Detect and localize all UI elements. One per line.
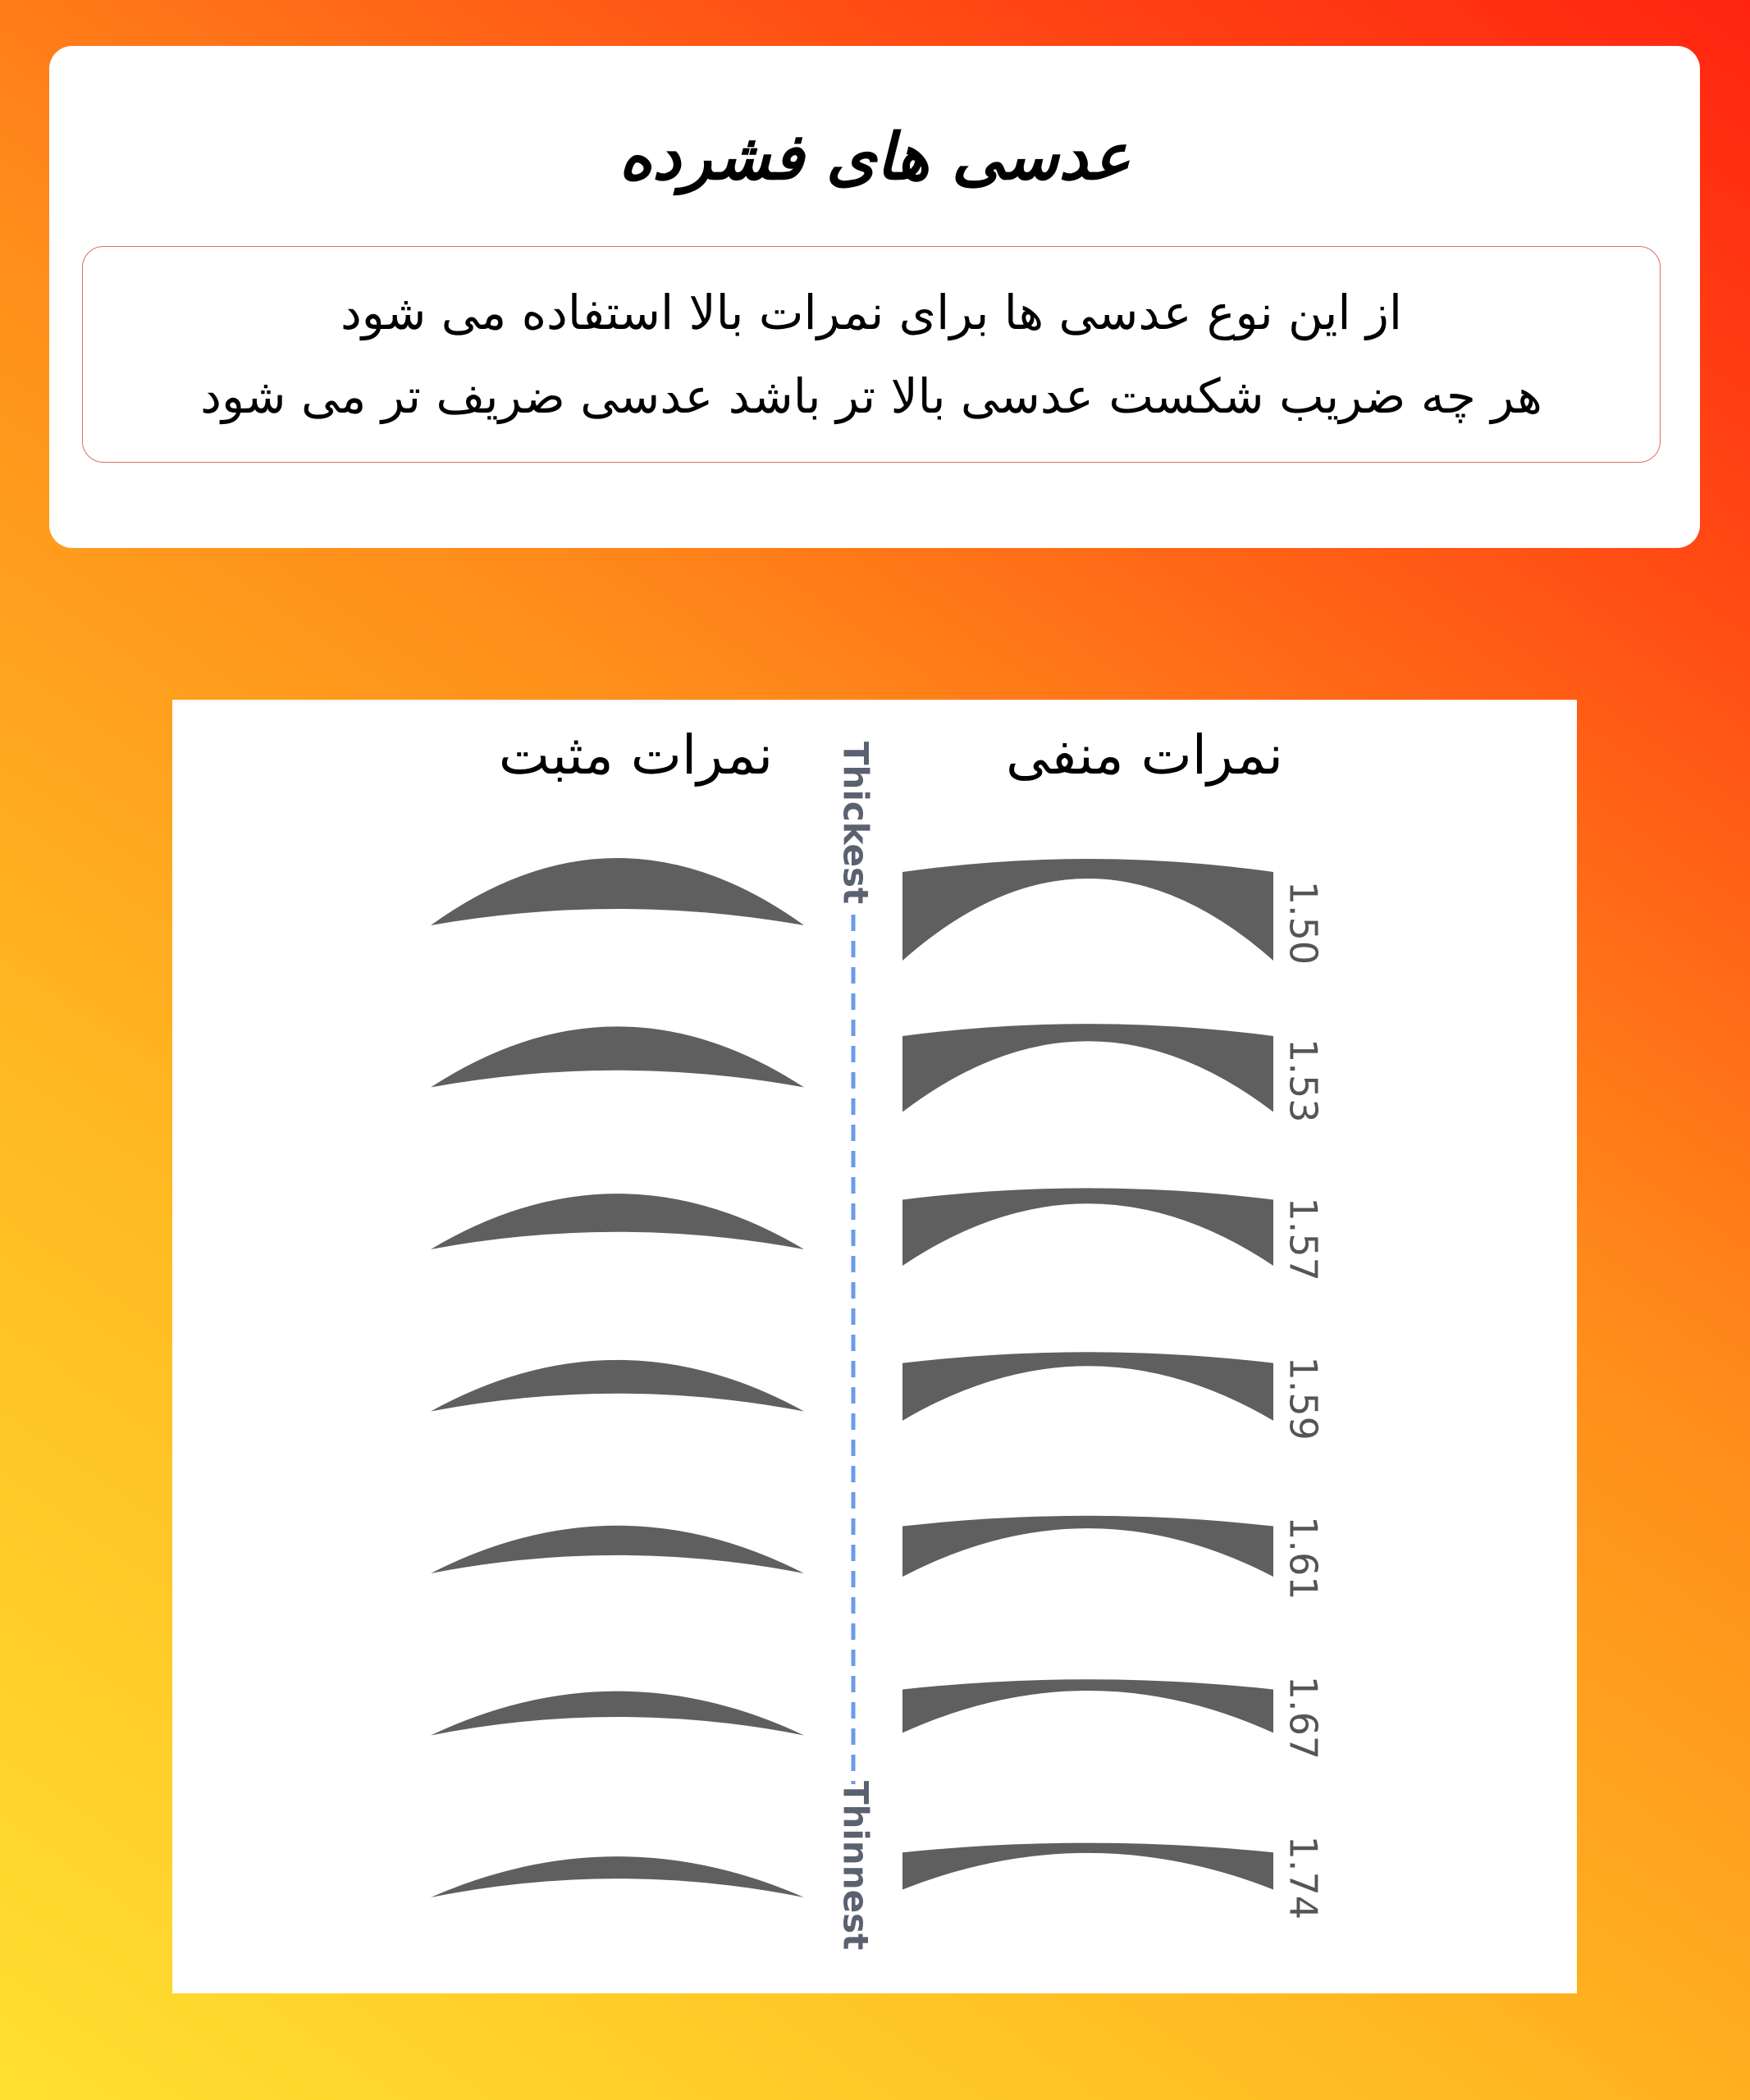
thickest-label: Thickest <box>835 741 876 905</box>
positive-lens-1.53 <box>431 1026 804 1087</box>
lens-diagram-svg <box>172 700 1577 1993</box>
positive-prescriptions-heading: نمرات مثبت <box>498 724 774 787</box>
lens-rows <box>431 858 1326 1920</box>
description-line-2: هر چه ضریب شکست عدسی بالا تر باشد عدسی ضریف تر می شود <box>200 368 1542 424</box>
negative-lens-1.61 <box>902 1516 1273 1577</box>
description-line-1: از این نوع عدسی ها برای نمرات بالا استفاده می شود <box>340 285 1403 340</box>
description-box <box>82 246 1661 463</box>
refractive-index-label: 1.59 <box>1281 1356 1326 1440</box>
positive-lens-1.57 <box>431 1194 804 1249</box>
page-title: عدسی های فشرده <box>619 121 1131 194</box>
positive-lens-1.50 <box>431 858 804 925</box>
negative-lens-1.74 <box>902 1843 1273 1890</box>
negative-lens-1.57 <box>902 1188 1273 1266</box>
negative-lens-1.67 <box>902 1679 1273 1732</box>
negative-prescriptions-heading: نمرات منفی <box>1005 724 1284 787</box>
negative-lens-1.53 <box>902 1024 1273 1112</box>
refractive-index-label: 1.57 <box>1281 1197 1326 1281</box>
negative-lens-1.59 <box>902 1352 1273 1421</box>
refractive-index-label: 1.74 <box>1281 1835 1326 1920</box>
refractive-index-label: 1.50 <box>1281 880 1326 966</box>
thinnest-label: Thinnest <box>835 1780 876 1951</box>
positive-lens-1.67 <box>431 1691 804 1736</box>
positive-lens-1.74 <box>431 1856 804 1897</box>
positive-lens-1.61 <box>431 1526 804 1573</box>
refractive-index-label: 1.61 <box>1281 1516 1326 1600</box>
negative-lens-1.50 <box>902 859 1273 961</box>
lens-thickness-diagram <box>172 700 1577 1993</box>
header-card <box>49 46 1700 548</box>
refractive-index-label: 1.67 <box>1281 1675 1326 1760</box>
refractive-index-label: 1.53 <box>1281 1039 1326 1123</box>
positive-lens-1.59 <box>431 1360 804 1412</box>
